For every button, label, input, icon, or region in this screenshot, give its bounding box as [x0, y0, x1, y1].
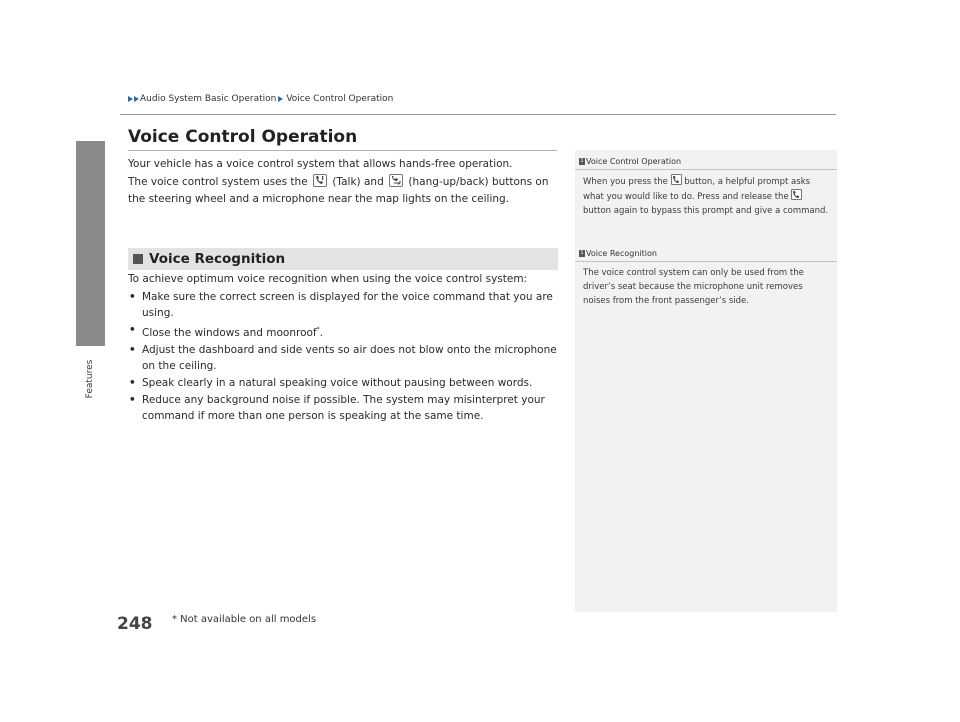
list-item: [128, 322, 560, 341]
list-item: [128, 392, 560, 424]
hang-up-button-icon: [389, 174, 403, 187]
tip-text: Reduce any background noise if possible. The system may misinterpret your command if more than one person is speaking at the same time.: [142, 394, 545, 422]
note-voice-recognition: [575, 249, 837, 308]
note-body-part: button again to bypass this prompt and give a command.: [583, 206, 829, 216]
section-marker-icon: [133, 254, 143, 264]
title-divider: [128, 150, 557, 151]
talk-button-icon: [313, 174, 327, 187]
intro-line-2: [128, 174, 558, 209]
talk-button-icon: [671, 174, 682, 185]
triangle-right-icon: [128, 96, 133, 102]
tip-text: Speak clearly in a natural speaking voice without pausing between words.: [142, 377, 533, 389]
tip-text: Adjust the dashboard and side vents so air does not blow onto the microphone on the ceiling.: [142, 344, 557, 372]
page-number: 248: [117, 614, 153, 634]
note-header: [575, 157, 837, 170]
bullet-icon: •: [129, 377, 136, 389]
note-title[interactable]: Voice Recognition: [586, 249, 657, 258]
note-number-icon: 1: [580, 250, 584, 256]
list-item: [128, 289, 560, 321]
tip-text-end: .: [319, 327, 323, 339]
note-body: The voice control system can only be used from the driver’s seat because the microphone unit removes noises from the front passenger’s side.: [583, 268, 804, 306]
intro-text: [128, 156, 558, 209]
talk-button-icon: [791, 189, 802, 200]
intro-line-1: Your vehicle has a voice control system that allows hands-free operation.: [128, 158, 513, 170]
side-tab-label: Features: [85, 359, 95, 399]
breadcrumb: [128, 94, 393, 104]
header-divider: [120, 114, 836, 115]
tip-text: Make sure the correct screen is displayed for the voice command that you are using.: [142, 291, 553, 319]
bullet-icon: •: [129, 344, 136, 356]
breadcrumb-item-audio-system[interactable]: Audio System Basic Operation: [140, 94, 277, 104]
hang-up-label: (hang-up/back) buttons on the steering wheel and a microphone near the map lights on the ceiling.: [128, 175, 549, 205]
page-title: Voice Control Operation: [128, 127, 358, 147]
note-number-icon: 1: [580, 158, 584, 164]
voice-recognition-lead: To achieve optimum voice recognition when using the voice control system:: [128, 273, 528, 285]
note-body-part: button, a helpful prompt asks what you would like to do. Press and release the: [583, 177, 811, 202]
not-all-models-marker: *: [316, 326, 320, 333]
triangle-right-icon: [278, 96, 283, 102]
note-body: [575, 170, 837, 218]
intro-line-2-start: The voice control system uses the: [128, 175, 311, 188]
note-body-part: When you press the: [583, 177, 671, 187]
note-title[interactable]: Voice Control Operation: [586, 157, 682, 166]
footnote: * Not available on all models: [172, 614, 317, 625]
notes-panel: [575, 150, 837, 612]
bullet-icon: •: [129, 324, 136, 336]
list-item: [128, 375, 560, 391]
section-title: Voice Recognition: [149, 251, 286, 267]
bullet-icon: •: [129, 291, 136, 303]
side-tab: [76, 141, 105, 346]
note-voice-control-operation: [575, 157, 837, 218]
tip-text: Close the windows and moonroof: [142, 327, 317, 339]
section-header-voice-recognition: [128, 248, 558, 270]
list-item: [128, 342, 560, 374]
voice-recognition-tips: [128, 289, 560, 425]
talk-label: (Talk) and: [329, 175, 388, 188]
triangle-right-icon: [134, 96, 139, 102]
bullet-icon: •: [129, 394, 136, 406]
note-header: [575, 249, 837, 262]
breadcrumb-item-voice-control[interactable]: Voice Control Operation: [286, 94, 394, 104]
